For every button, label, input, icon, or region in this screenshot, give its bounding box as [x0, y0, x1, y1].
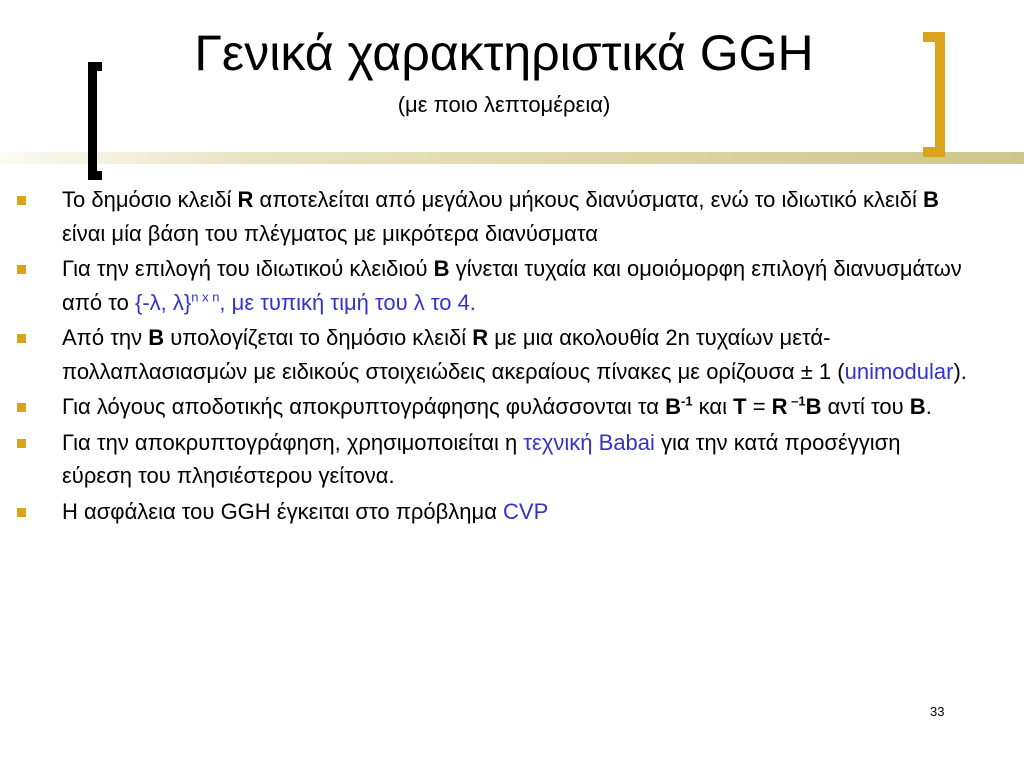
bold-symbol: B: [148, 325, 165, 350]
bullet-text: Από την: [62, 325, 149, 350]
bold-symbol: B: [665, 394, 681, 419]
bold-symbol: R: [237, 187, 254, 212]
bold-symbol: B: [909, 394, 926, 419]
bullet-text: ).: [953, 358, 967, 384]
bold-symbol: R: [771, 394, 788, 419]
bullet-list: [17, 183, 967, 530]
highlight-text: CVP: [503, 498, 549, 524]
square-bullet-icon: [17, 403, 26, 412]
slide-title: Γενικά χαρακτηριστικά GGH: [194, 25, 814, 81]
bullet-item: [17, 321, 967, 388]
bullet-text: .: [925, 394, 932, 419]
superscript-text: –1: [787, 393, 806, 409]
superscript-text: n x n: [191, 289, 220, 305]
plus-minus-value: ± 1: [800, 358, 832, 384]
bullet-item: [17, 495, 967, 529]
bullet-item: [17, 390, 967, 424]
superscript-text: -1: [681, 393, 693, 409]
bold-symbol: B: [922, 187, 939, 212]
bold-symbol: T: [733, 394, 747, 419]
highlight-text: {-λ, λ}: [134, 289, 192, 315]
slide-subtitle: (με ποιο λεπτομέρεια): [397, 92, 611, 117]
square-bullet-icon: [17, 508, 26, 517]
page-number: 33: [930, 704, 945, 719]
bullet-text: και: [692, 394, 734, 419]
square-bullet-icon: [17, 334, 26, 343]
bold-symbol: R: [472, 325, 489, 350]
bold-symbol: B: [805, 394, 822, 419]
bullet-item: [17, 183, 967, 250]
bullet-text: Το δημόσιο κλειδί: [62, 187, 238, 212]
bullet-text: Για την αποκρυπτογράφηση, χρησιμοποιείται η: [62, 429, 524, 455]
highlight-text: , με τυπική τιμή του λ το 4.: [219, 289, 476, 315]
bullet-text: για την κατά προσέγγιση εύρεση του πλησιέστερου γείτονα.: [62, 429, 901, 488]
bullet-text: Για την επιλογή του ιδιωτικού κλειδιού: [62, 256, 434, 281]
bullet-text: Η ασφάλεια του GGH έγκειται στο πρόβλημα: [62, 498, 504, 524]
bullet-text: =: [746, 394, 772, 419]
bullet-text: γίνεται τυχαία και ομοιόμορφη επιλογή διανυσμάτων από το: [62, 256, 962, 315]
bullet-text: (: [831, 358, 845, 384]
highlight-text: unimodular: [844, 358, 954, 384]
bullet-text: Για λόγους αποδοτικής αποκρυπτογράφησης φυλάσσονται τα: [62, 394, 666, 419]
bullet-item: [17, 252, 967, 319]
bullet-text: υπολογίζεται το δημόσιο κλειδί: [164, 325, 473, 350]
bullet-text: με μια ακολουθία 2n τυχαίων μετά-πολλαπλασιασμών με ειδικούς στοιχειώδεις ακεραίους πίνακες με ορίζουσα: [62, 325, 831, 384]
bullet-text: είναι μία βάση του πλέγματος με μικρότερα διανύσματα: [62, 220, 598, 246]
square-bullet-icon: [17, 265, 26, 274]
bold-symbol: B: [433, 256, 450, 281]
bullet-item: [17, 426, 967, 493]
title-underline-band: [0, 152, 1024, 164]
square-bullet-icon: [17, 439, 26, 448]
square-bullet-icon: [17, 196, 26, 205]
bullet-text: αντί του: [821, 394, 910, 419]
highlight-text: τεχνική Babai: [523, 429, 655, 455]
bullet-text: αποτελείται από μεγάλου μήκους διανύσματα, ενώ το ιδιωτικό κλειδί: [253, 187, 923, 212]
